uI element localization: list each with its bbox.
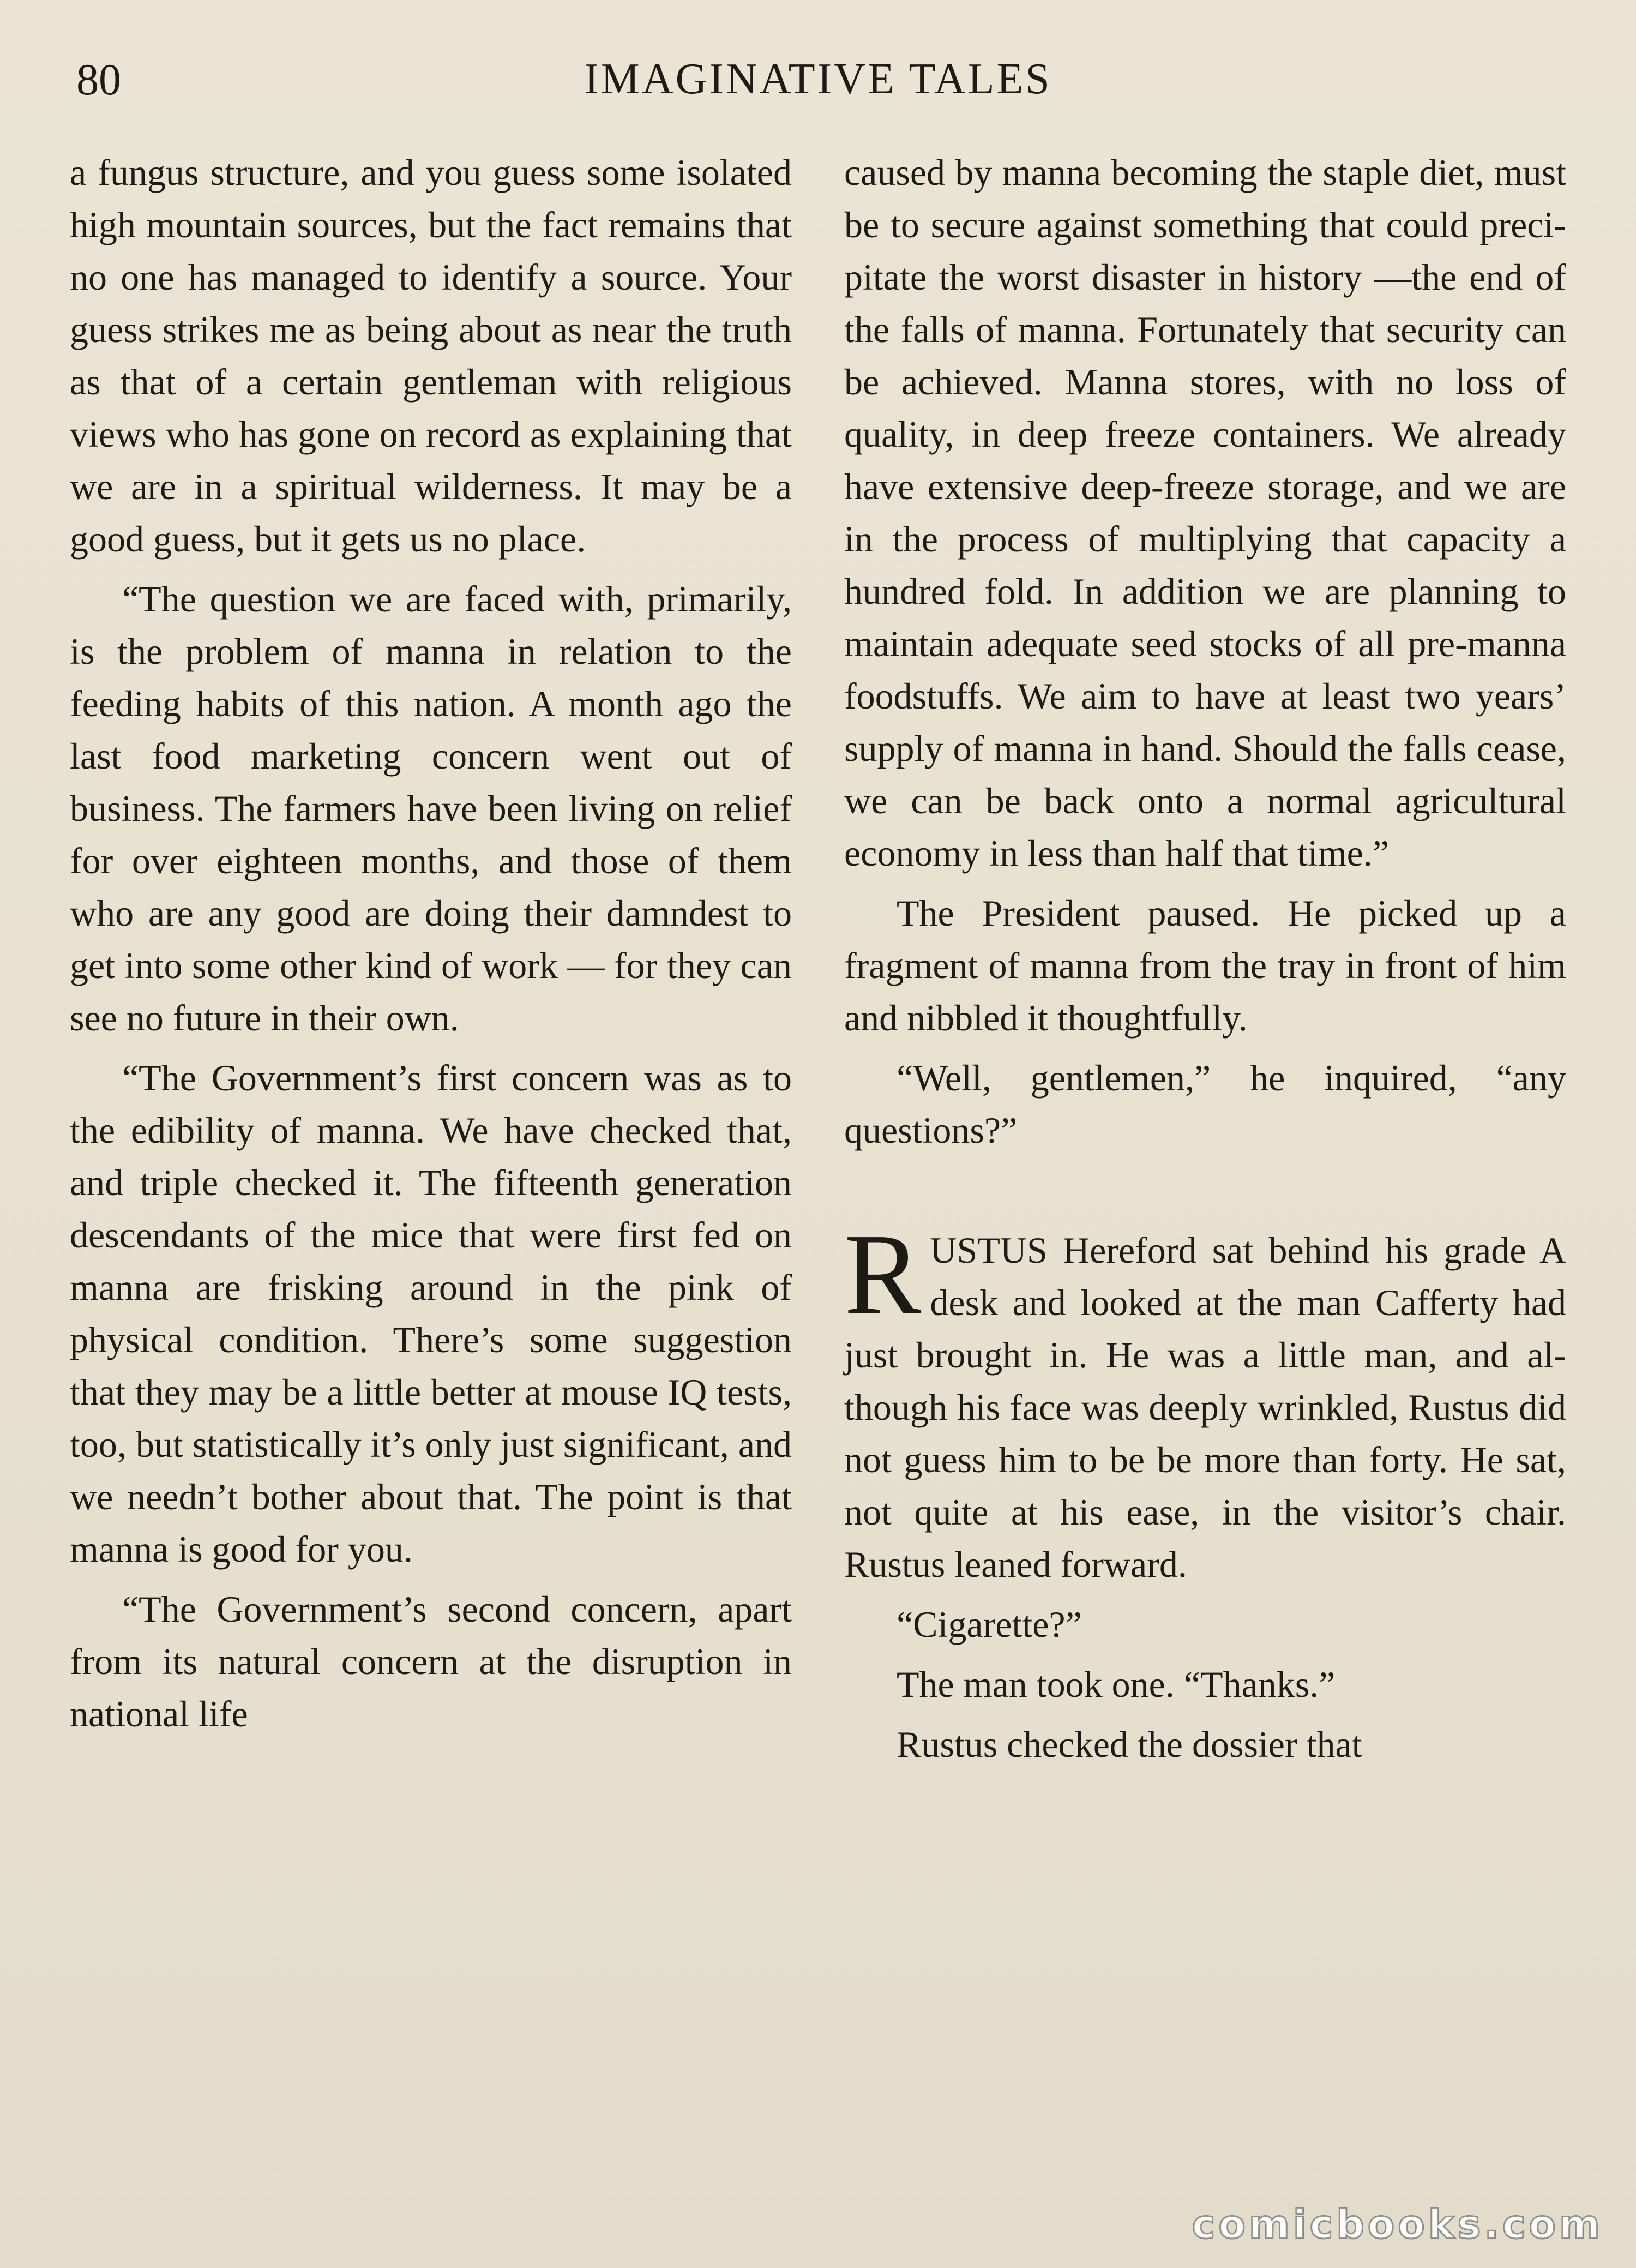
- paragraph: “The Government’s first concern was as to the edibility of manna. We have checked that, and triple checked it. The fifteenth generation descendants of the mice that were first fed on manna are frisking around in the pink of physical condition. There’s some suggestion that they may be a little better at mouse IQ tests, too, but statistically it’s only just significant, and we needn’t bother about that. The point is that manna is good for you.: [70, 1057, 792, 1570]
- paragraph: Rustus checked the dossier that: [897, 1724, 1362, 1765]
- paragraph: “The question we are faced with, primarily, is the problem of manna in relation to the feeding habits of this nation. A month ago the last food marketing concern went out of business. The farmers have been living on relief for over eighteen months, and those of them who are any good are doing their damndest to get into some other kind of work — for they can see no future in their own.: [70, 578, 792, 1039]
- paragraph: “The Government’s second concern, apart from its natural concern at the disruption in national life: [70, 1588, 792, 1735]
- running-title: IMAGINATIVE TALES: [584, 55, 1052, 103]
- left-column: [70, 146, 792, 1778]
- section-break: [844, 1164, 1566, 1224]
- watermark-logo: comicbooks.com: [1192, 2201, 1603, 2247]
- paragraph: a fungus structure, and you guess some isolated high mountain sources, but the fact remains that no one has managed to identify a source. Your guess strikes me as being about as near the truth as that of a certain gentleman with religious views who has gone on record as explaining that we are in a spiritual wilderness. It may be a good guess, but it gets us no place.: [70, 152, 792, 560]
- paragraph: “Well, gentlemen,” he inquired, “any questions?”: [844, 1057, 1566, 1151]
- paragraph: The President paused. He picked up a fragment of manna from the tray in front of him and nibbled it thoughtfully.: [844, 892, 1566, 1039]
- text-columns: [70, 146, 1566, 1778]
- page-number: 80: [76, 55, 121, 104]
- paragraph-text: USTUS Hereford sat behind his grade A desk and looked at the man Cafferty had just brought in. He was a little man, and although his face was deeply wrinkled, Rustus did not guess him to be be more than forty. He sat, not quite at his ease, in the visitor’s chair. Rustus leaned forward.: [844, 1229, 1566, 1585]
- right-column: [844, 146, 1566, 1778]
- drop-cap: R: [844, 1210, 922, 1338]
- paragraph: caused by manna becoming the staple diet, must be to secure against something that could precipitate the worst disaster in history —the end of the falls of manna. Fortunately that security can be achieved. Manna stores, with no loss of quality, in deep freeze containers. We already have extensive deep-freeze storage, and we are in the process of multiplying that capacity a hundred fold. In addition we are planning to maintain adequate seed stocks of all pre-manna foodstuffs. We aim to have at least two years’ supply of manna in hand. Should the falls cease, we can be back onto a normal agricultural economy in less than half that time.”: [844, 152, 1566, 874]
- paragraph-with-dropcap: [844, 1210, 1566, 1591]
- paragraph: The man took one. “Thanks.”: [897, 1664, 1336, 1705]
- paragraph: “Cigarette?”: [897, 1604, 1082, 1645]
